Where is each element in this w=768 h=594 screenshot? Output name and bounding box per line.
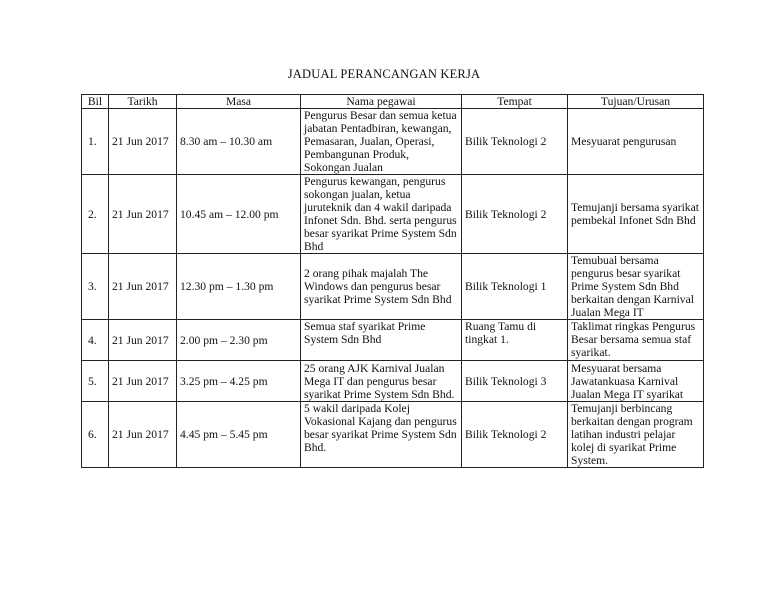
cell-tarikh: 21 Jun 2017 (109, 109, 177, 175)
cell-tarikh: 21 Jun 2017 (109, 254, 177, 320)
table-row (82, 320, 704, 361)
cell-bil: 4. (82, 320, 109, 361)
cell-bil: 6. (82, 402, 109, 468)
document-title: JADUAL PERANCANGAN KERJA (287, 67, 481, 81)
table-row (82, 254, 704, 320)
cell-masa: 3.25 pm – 4.25 pm (177, 361, 301, 402)
cell-tarikh: 21 Jun 2017 (109, 402, 177, 468)
cell-bil: 5. (82, 361, 109, 402)
cell-tarikh: 21 Jun 2017 (109, 175, 177, 254)
cell-tempat: Bilik Teknologi 2 (462, 175, 568, 254)
work-schedule-table (81, 94, 704, 468)
cell-bil: 2. (82, 175, 109, 254)
table-row (82, 361, 704, 402)
header-tujuan: Tujuan/Urusan (568, 95, 704, 109)
cell-masa: 8.30 am – 10.30 am (177, 109, 301, 175)
cell-nama-pegawai: Pengurus kewangan, pengurus sokongan jualan, ketua juruteknik dan 4 wakil daripada Infonet Sdn. Bhd. serta pengurus besar syarikat Prime System Sdn Bhd (301, 175, 462, 254)
cell-tujuan: Temujanji berbincang berkaitan dengan program latihan industri pelajar kolej di syarikat Prime System. (568, 402, 704, 468)
cell-nama-pegawai: Pengurus Besar dan semua ketua jabatan Pentadbiran, kewangan, Pemasaran, Jualan, Operasi, Pembangunan Produk, Sokongan Jualan (301, 109, 462, 175)
header-masa: Masa (177, 95, 301, 109)
cell-masa: 2.00 pm – 2.30 pm (177, 320, 301, 361)
header-tempat: Tempat (462, 95, 568, 109)
cell-tempat: Bilik Teknologi 3 (462, 361, 568, 402)
header-nama-pegawai: Nama pegawai (301, 95, 462, 109)
cell-tujuan: Temubual bersama pengurus besar syarikat Prime System Sdn Bhd berkaitan dengan Karnival Jualan Mega IT (568, 254, 704, 320)
cell-tujuan: Mesyuarat pengurusan (568, 109, 704, 175)
cell-masa: 4.45 pm – 5.45 pm (177, 402, 301, 468)
cell-tempat: Bilik Teknologi 1 (462, 254, 568, 320)
header-tarikh: Tarikh (109, 95, 177, 109)
cell-tujuan: Mesyuarat bersama Jawatankuasa Karnival Jualan Mega IT syarikat (568, 361, 704, 402)
cell-nama-pegawai: 2 orang pihak majalah The Windows dan pengurus besar syarikat Prime System Sdn Bhd (301, 254, 462, 320)
cell-masa: 12.30 pm – 1.30 pm (177, 254, 301, 320)
cell-tujuan: Temujanji bersama syarikat pembekal Infonet Sdn Bhd (568, 175, 704, 254)
cell-tempat: Bilik Teknologi 2 (462, 402, 568, 468)
cell-tempat: Bilik Teknologi 2 (462, 109, 568, 175)
table-row (82, 175, 704, 254)
cell-bil: 1. (82, 109, 109, 175)
cell-tarikh: 21 Jun 2017 (109, 361, 177, 402)
cell-nama-pegawai: Semua staf syarikat Prime System Sdn Bhd (301, 320, 462, 361)
table-header-row (82, 95, 704, 109)
header-bil: Bil (82, 95, 109, 109)
cell-nama-pegawai: 5 wakil daripada Kolej Vokasional Kajang dan pengurus besar syarikat Prime System Sdn Bhd. (301, 402, 462, 468)
cell-tempat: Ruang Tamu di tingkat 1. (462, 320, 568, 361)
cell-tujuan: Taklimat ringkas Pengurus Besar bersama semua staf syarikat. (568, 320, 704, 361)
cell-tarikh: 21 Jun 2017 (109, 320, 177, 361)
cell-masa: 10.45 am – 12.00 pm (177, 175, 301, 254)
cell-bil: 3. (82, 254, 109, 320)
table-row (82, 109, 704, 175)
table-row (82, 402, 704, 468)
cell-nama-pegawai: 25 orang AJK Karnival Jualan Mega IT dan pengurus besar syarikat Prime System Sdn Bhd. (301, 361, 462, 402)
